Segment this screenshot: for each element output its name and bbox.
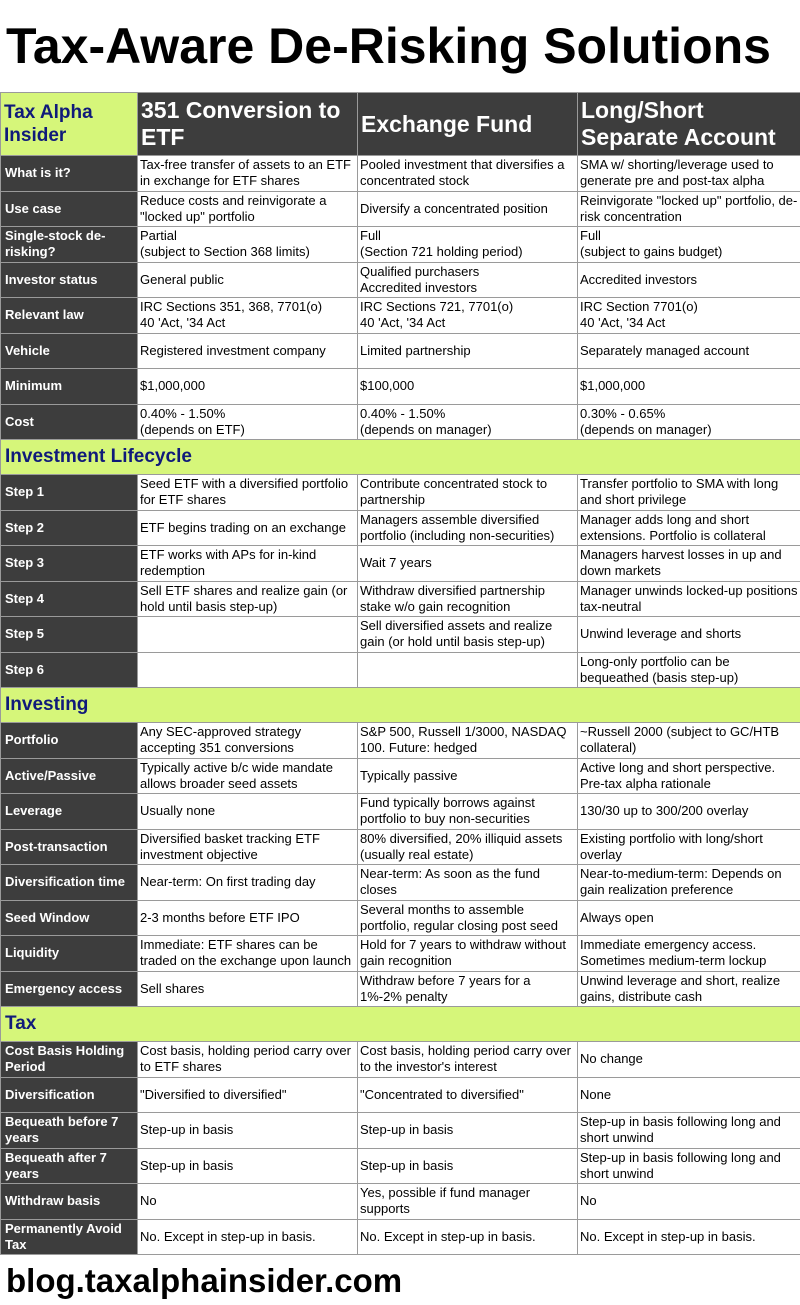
table-cell: Manager adds long and short extensions. Portfolio is collateral (578, 510, 800, 546)
row-label: Vehicle (1, 333, 138, 369)
table-cell: "Concentrated to diversified" (358, 1077, 578, 1113)
table-row (1, 333, 800, 369)
table-cell: Immediate: ETF shares can be traded on the exchange upon launch (138, 936, 358, 972)
section-header-row (1, 440, 800, 475)
table-row (1, 510, 800, 546)
row-label: Portfolio (1, 723, 138, 759)
table-cell: Diversify a concentrated position (358, 191, 578, 227)
column-header-long-short: Long/Short Separate Account (578, 93, 800, 156)
section-title: Investing (1, 688, 800, 723)
row-label: Minimum (1, 369, 138, 405)
table-cell: None (578, 1077, 800, 1113)
table-cell: No (138, 1184, 358, 1220)
table-cell: Yes, possible if fund manager supports (358, 1184, 578, 1220)
table-cell: General public (138, 262, 358, 298)
table-cell: Pooled investment that diversifies a concentrated stock (358, 156, 578, 192)
table-row (1, 723, 800, 759)
table-cell: SMA w/ shorting/leverage used to generate pre and post-tax alpha (578, 156, 800, 192)
table-cell: IRC Section 7701(o) 40 'Act, '34 Act (578, 298, 800, 334)
table-cell: $100,000 (358, 369, 578, 405)
table-row (1, 262, 800, 298)
row-label: Emergency access (1, 971, 138, 1007)
row-label: Step 4 (1, 581, 138, 617)
table-cell: 2-3 months before ETF IPO (138, 900, 358, 936)
table-cell: Cost basis, holding period carry over to the investor's interest (358, 1042, 578, 1078)
table-cell: Existing portfolio with long/short overlay (578, 829, 800, 865)
table-row (1, 1077, 800, 1113)
section-header-row (1, 1007, 800, 1042)
table-cell: Near-term: As soon as the fund closes (358, 865, 578, 901)
row-label: Step 3 (1, 546, 138, 582)
table-row (1, 227, 800, 263)
table-cell: Managers assemble diversified portfolio (including non-securities) (358, 510, 578, 546)
table-cell (138, 617, 358, 653)
table-cell: 80% diversified, 20% illiquid assets (usually real estate) (358, 829, 578, 865)
table-cell: Tax-free transfer of assets to an ETF in exchange for ETF shares (138, 156, 358, 192)
table-cell: Reduce costs and reinvigorate a "locked up" portfolio (138, 191, 358, 227)
table-row (1, 581, 800, 617)
row-label: Single-stock de-risking? (1, 227, 138, 263)
table-cell: Typically passive (358, 758, 578, 794)
section-title: Investment Lifecycle (1, 440, 800, 475)
table-cell: 0.40% - 1.50% (depends on ETF) (138, 404, 358, 440)
table-cell: No. Except in step-up in basis. (138, 1219, 358, 1255)
table-row (1, 617, 800, 653)
table-cell: Managers harvest losses in up and down markets (578, 546, 800, 582)
row-label: Step 5 (1, 617, 138, 653)
table-cell: Active long and short perspective. Pre-tax alpha rationale (578, 758, 800, 794)
table-cell: Step-up in basis (358, 1113, 578, 1149)
row-label: Investor status (1, 262, 138, 298)
table-cell: Sell diversified assets and realize gain (or hold until basis step-up) (358, 617, 578, 653)
row-label: Post-transaction (1, 829, 138, 865)
table-row (1, 404, 800, 440)
table-cell: $1,000,000 (578, 369, 800, 405)
table-cell: Reinvigorate "locked up" portfolio, de-risk concentration (578, 191, 800, 227)
table-row (1, 191, 800, 227)
table-cell: S&P 500, Russell 1/3000, NASDAQ 100. Future: hedged (358, 723, 578, 759)
table-row (1, 865, 800, 901)
row-label: Step 6 (1, 652, 138, 688)
table-cell: Step-up in basis (138, 1113, 358, 1149)
section-header-row (1, 688, 800, 723)
row-label: Step 1 (1, 475, 138, 511)
table-cell (358, 652, 578, 688)
table-cell: Immediate emergency access. Sometimes medium-term lockup (578, 936, 800, 972)
row-label: Diversification time (1, 865, 138, 901)
table-cell: Near-term: On first trading day (138, 865, 358, 901)
table-row (1, 936, 800, 972)
row-label: Cost (1, 404, 138, 440)
table-cell: Withdraw diversified partnership stake w/o gain recognition (358, 581, 578, 617)
table-row (1, 829, 800, 865)
table-cell: Sell ETF shares and realize gain (or hold until basis step-up) (138, 581, 358, 617)
row-label: What is it? (1, 156, 138, 192)
row-label: Seed Window (1, 900, 138, 936)
table-cell: Near-to-medium-term: Depends on gain realization preference (578, 865, 800, 901)
table-cell: Seed ETF with a diversified portfolio for ETF shares (138, 475, 358, 511)
table-row (1, 475, 800, 511)
column-header-351-conversion: 351 Conversion to ETF (138, 93, 358, 156)
table-row (1, 1184, 800, 1220)
table-cell: Separately managed account (578, 333, 800, 369)
table-cell: Withdraw before 7 years for a 1%-2% penalty (358, 971, 578, 1007)
table-row (1, 794, 800, 830)
table-cell: Contribute concentrated stock to partnership (358, 475, 578, 511)
table-cell: Sell shares (138, 971, 358, 1007)
table-cell: Step-up in basis (138, 1148, 358, 1184)
table-cell: Unwind leverage and shorts (578, 617, 800, 653)
table-cell: "Diversified to diversified" (138, 1077, 358, 1113)
table-cell: 0.40% - 1.50% (depends on manager) (358, 404, 578, 440)
row-label: Liquidity (1, 936, 138, 972)
table-cell: Long-only portfolio can be bequeathed (basis step-up) (578, 652, 800, 688)
table-cell: Full (subject to gains budget) (578, 227, 800, 263)
page-title: Tax-Aware De-Risking Solutions (6, 18, 771, 74)
table-row (1, 1148, 800, 1184)
row-label: Diversification (1, 1077, 138, 1113)
table-cell: $1,000,000 (138, 369, 358, 405)
table-row (1, 1219, 800, 1255)
section-title: Tax (1, 1007, 800, 1042)
table-cell: Cost basis, holding period carry over to ETF shares (138, 1042, 358, 1078)
table-cell: No change (578, 1042, 800, 1078)
row-label: Permanently Avoid Tax (1, 1219, 138, 1255)
row-label: Relevant law (1, 298, 138, 334)
table-cell: Limited partnership (358, 333, 578, 369)
row-label: Step 2 (1, 510, 138, 546)
table-cell: Registered investment company (138, 333, 358, 369)
comparison-table (0, 92, 800, 1255)
footer-url: blog.taxalphainsider.com (6, 1261, 403, 1299)
table-row (1, 1042, 800, 1078)
row-label: Bequeath after 7 years (1, 1148, 138, 1184)
table-cell: Full (Section 721 holding period) (358, 227, 578, 263)
table-cell: ETF works with APs for in-kind redemption (138, 546, 358, 582)
table-cell: Accredited investors (578, 262, 800, 298)
table-cell: Qualified purchasers Accredited investors (358, 262, 578, 298)
row-label: Withdraw basis (1, 1184, 138, 1220)
table-row (1, 900, 800, 936)
table-cell (138, 652, 358, 688)
table-cell: Hold for 7 years to withdraw without gain recognition (358, 936, 578, 972)
table-cell: Usually none (138, 794, 358, 830)
table-cell: No (578, 1184, 800, 1220)
table-cell: IRC Sections 351, 368, 7701(o) 40 'Act, '34 Act (138, 298, 358, 334)
table-cell: Manager unwinds locked-up positions tax-neutral (578, 581, 800, 617)
table-cell: Typically active b/c wide mandate allows broader seed assets (138, 758, 358, 794)
row-label: Use case (1, 191, 138, 227)
table-row (1, 1113, 800, 1149)
table-cell: IRC Sections 721, 7701(o) 40 'Act, '34 Act (358, 298, 578, 334)
table-cell: 130/30 up to 300/200 overlay (578, 794, 800, 830)
table-cell: ~Russell 2000 (subject to GC/HTB collateral) (578, 723, 800, 759)
table-row (1, 546, 800, 582)
table-cell: Any SEC-approved strategy accepting 351 conversions (138, 723, 358, 759)
table-cell: Partial (subject to Section 368 limits) (138, 227, 358, 263)
brand-corner-cell: Tax Alpha Insider (1, 93, 138, 156)
table-cell: Step-up in basis following long and short unwind (578, 1148, 800, 1184)
table-cell: 0.30% - 0.65% (depends on manager) (578, 404, 800, 440)
table-cell: Transfer portfolio to SMA with long and short privilege (578, 475, 800, 511)
row-label: Bequeath before 7 years (1, 1113, 138, 1149)
table-cell: No. Except in step-up in basis. (358, 1219, 578, 1255)
column-header-exchange-fund: Exchange Fund (358, 93, 578, 156)
table-cell: No. Except in step-up in basis. (578, 1219, 800, 1255)
table-cell: ETF begins trading on an exchange (138, 510, 358, 546)
row-label: Cost Basis Holding Period (1, 1042, 138, 1078)
table-cell: Wait 7 years (358, 546, 578, 582)
table-row (1, 652, 800, 688)
table-header-row (1, 93, 800, 156)
table-row (1, 298, 800, 334)
table-row (1, 369, 800, 405)
table-cell: Several months to assemble portfolio, regular closing post seed (358, 900, 578, 936)
table-cell: Fund typically borrows against portfolio to buy non-securities (358, 794, 578, 830)
table-cell: Step-up in basis (358, 1148, 578, 1184)
table-row (1, 758, 800, 794)
table-cell: Step-up in basis following long and short unwind (578, 1113, 800, 1149)
table-row (1, 971, 800, 1007)
table-cell: Always open (578, 900, 800, 936)
table-cell: Unwind leverage and short, realize gains, distribute cash (578, 971, 800, 1007)
row-label: Active/Passive (1, 758, 138, 794)
row-label: Leverage (1, 794, 138, 830)
table-row (1, 156, 800, 192)
table-cell: Diversified basket tracking ETF investment objective (138, 829, 358, 865)
